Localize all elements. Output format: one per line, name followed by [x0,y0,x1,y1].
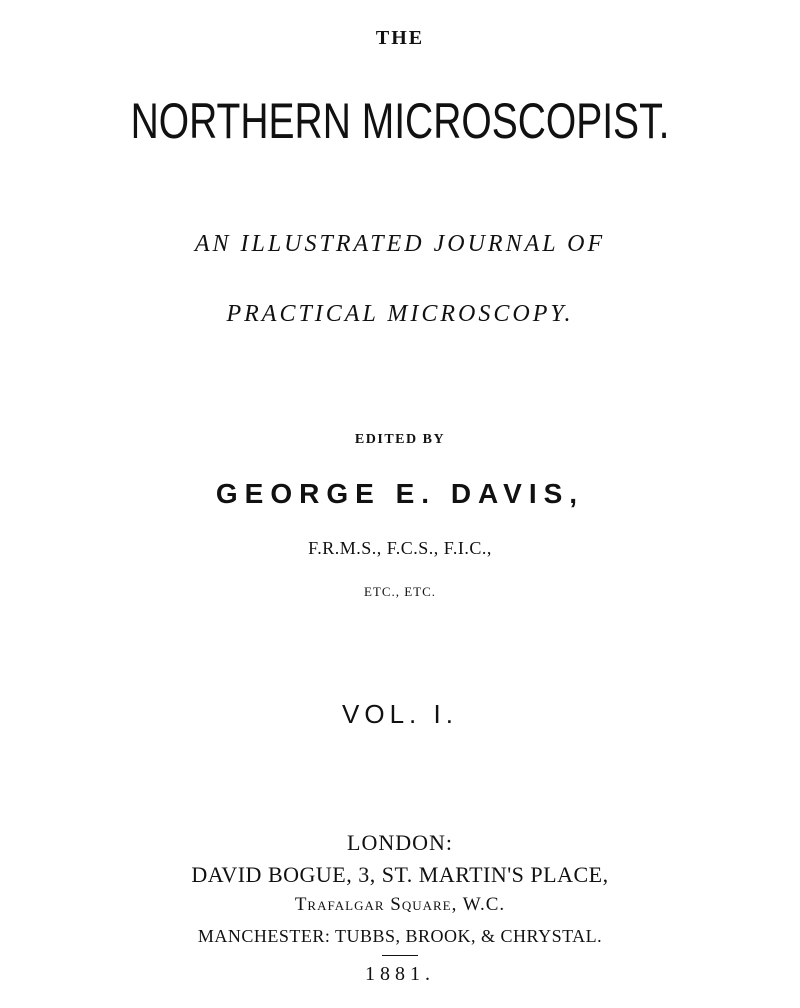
imprint-publisher: DAVID BOGUE, 3, ST. MARTIN'S PLACE, [191,862,609,887]
subtitle-line-1: AN ILLUSTRATED JOURNAL OF [194,231,606,257]
volume-number: VOL. I. [342,699,458,729]
editor-etc: ETC., ETC. [363,584,437,599]
journal-title: NORTHERN MICROSCOPIST. [130,93,670,149]
year-rule [382,955,418,956]
subtitle-line-2: PRACTICAL MICROSCOPY. [226,301,574,327]
editor-qualifications: F.R.M.S., F.C.S., F.I.C., [308,538,492,558]
imprint-branch: MANCHESTER: TUBBS, BROOK, & CHRYSTAL. [197,926,603,946]
imprint-year: 1881. [365,963,435,985]
title-article: THE [375,27,425,49]
imprint-city: LONDON: [347,830,453,855]
imprint-street: Trafalgar Square, W.C. [294,894,506,915]
edited-by-label: EDITED BY [354,432,446,447]
editor-name: GEORGE E. DAVIS, [215,478,585,509]
